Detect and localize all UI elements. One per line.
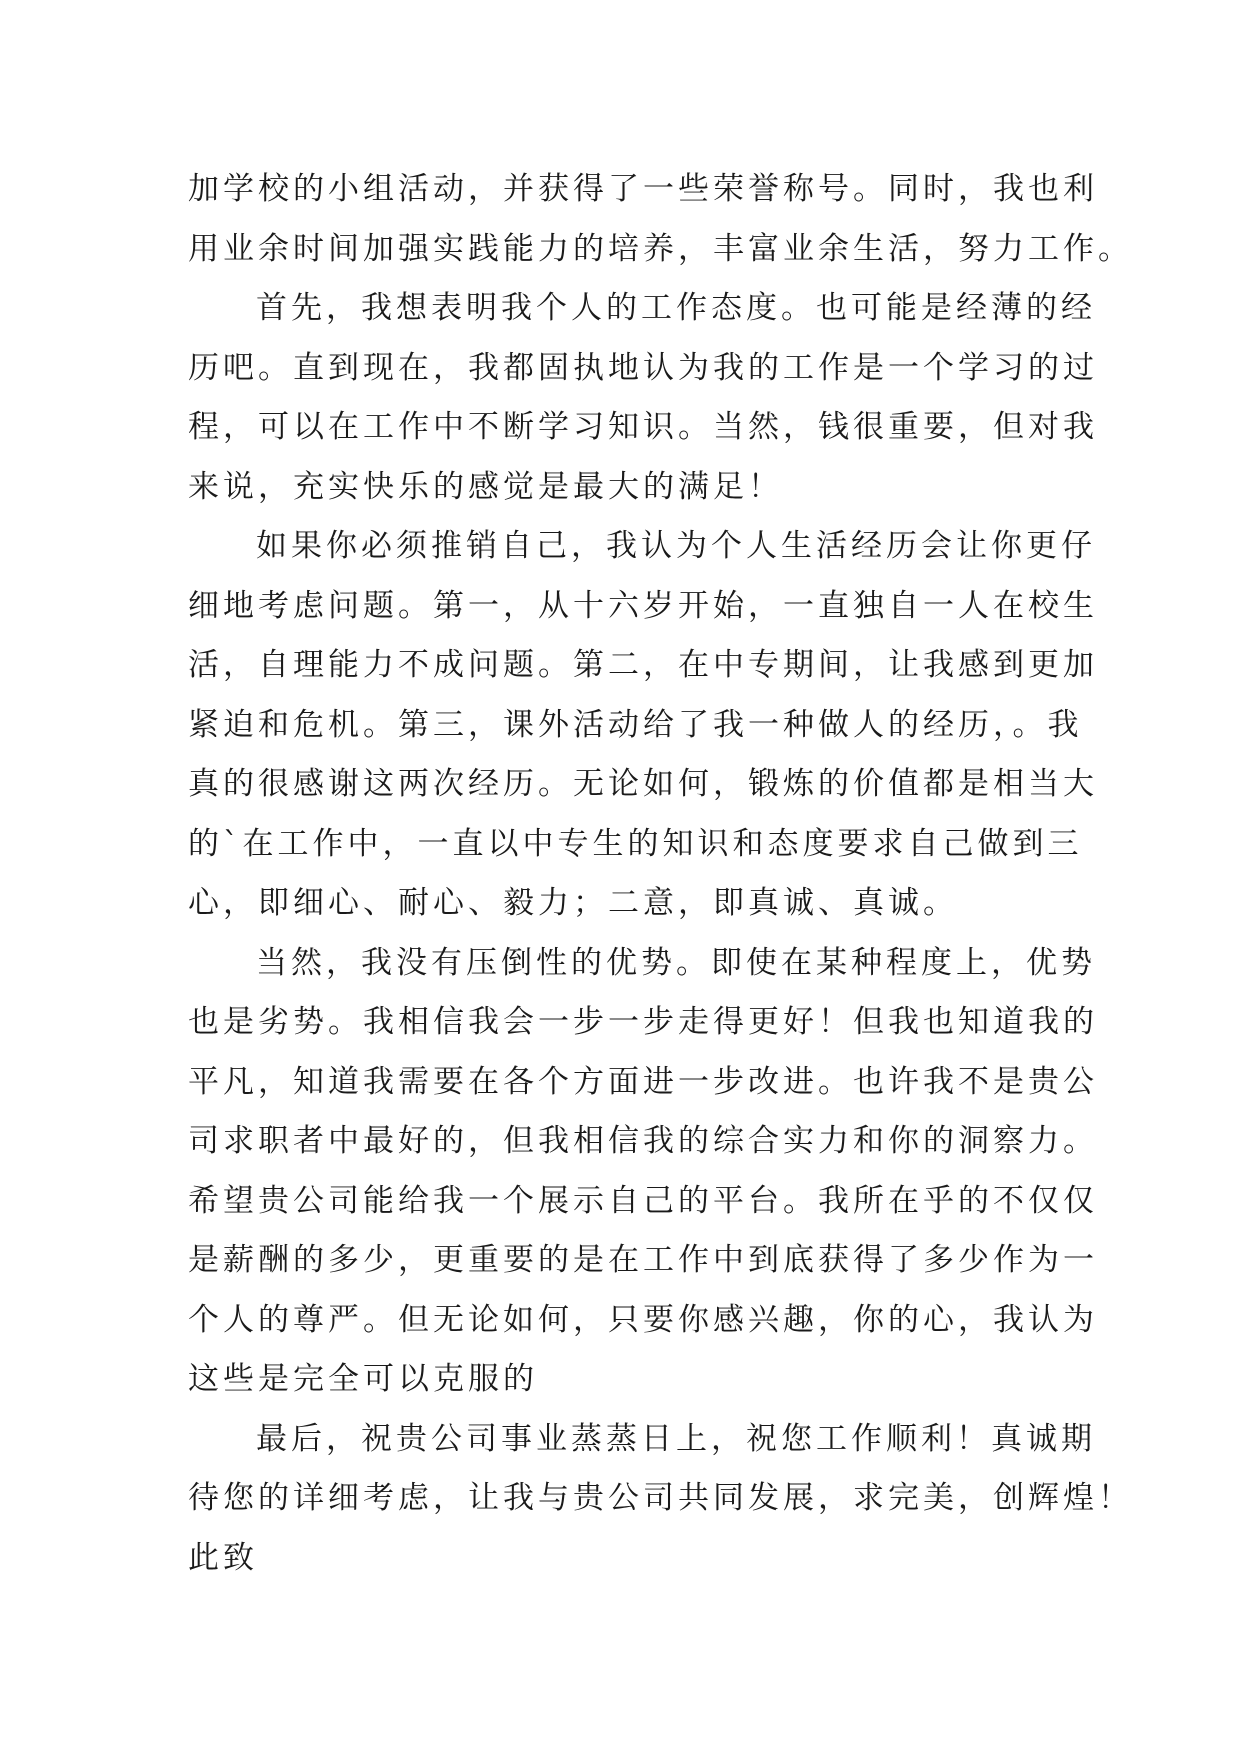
text-line: 来说，充实快乐的感觉是最大的满足！ — [188, 468, 783, 505]
paragraph-self-assessment — [188, 934, 1098, 1410]
closing-salutation — [188, 1529, 1068, 1589]
text-line: 细地考虑问题。第一，从十六岁开始，一直独自一人在校生 — [188, 587, 1098, 624]
text-line: 的`在工作中，一直以中专生的知识和态度要求自己做到三 — [188, 825, 1083, 862]
text-line: 最后，祝贵公司事业蒸蒸日上，祝您工作顺利！真诚期 — [256, 1420, 1096, 1457]
text-line: 也是劣势。我相信我会一步一步走得更好！但我也知道我的 — [188, 1004, 1098, 1040]
text-line: 历吧。直到现在，我都固执地认为我的工作是一个学习的过 — [188, 349, 1098, 386]
text-line: 当然，我没有压倒性的优势。即使在某种程度上，优势 — [256, 944, 1096, 981]
text-line: 平凡，知道我需要在各个方面进一步改进。也许我不是贵公 — [188, 1063, 1098, 1100]
text-line: 真的很感谢这两次经历。无论如何，锻炼的价值都是相当大 — [188, 766, 1098, 802]
text-line: 待您的详细考虑，让我与贵公司共同发展，求完美，创辉煌！ — [188, 1480, 1133, 1516]
text-line: 活，自理能力不成问题。第二，在中专期间，让我感到更加 — [188, 647, 1098, 683]
text-line: 司求职者中最好的，但我相信我的综合实力和你的洞察力。 — [188, 1123, 1098, 1159]
text-line: 是薪酬的多少，更重要的是在工作中到底获得了多少作为一 — [188, 1242, 1098, 1278]
document-body — [188, 160, 1133, 1588]
text-line: 此致 — [188, 1539, 258, 1576]
text-line: 紧迫和危机。第三，课外活动给了我一种做人的经历，。我 — [188, 706, 1083, 743]
paragraph-life-experience — [188, 517, 1098, 934]
paragraph-closing-wishes — [188, 1410, 1133, 1529]
text-line: 心，即细心、耐心、毅力；二意，即真诚、真诚。 — [188, 885, 958, 921]
text-line: 希望贵公司能给我一个展示自己的平台。我所在乎的不仅仅 — [188, 1182, 1098, 1219]
paragraph-work-attitude — [188, 279, 1098, 517]
text-line: 加学校的小组活动，并获得了一些荣誉称号。同时，我也利 — [188, 171, 1098, 207]
text-line: 程，可以在工作中不断学习知识。当然，钱很重要，但对我 — [188, 409, 1098, 445]
text-line: 用业余时间加强实践能力的培养，丰富业余生活，努力工作。 — [188, 230, 1133, 267]
paragraph-continuation — [188, 160, 1133, 279]
text-line: 如果你必须推销自己，我认为个人生活经历会让你更仔 — [256, 528, 1096, 564]
text-line: 首先，我想表明我个人的工作态度。也可能是经薄的经 — [256, 290, 1096, 326]
text-line: 个人的尊严。但无论如何，只要你感兴趣，你的心，我认为 — [188, 1301, 1098, 1338]
text-line: 这些是完全可以克服的 — [188, 1361, 538, 1397]
